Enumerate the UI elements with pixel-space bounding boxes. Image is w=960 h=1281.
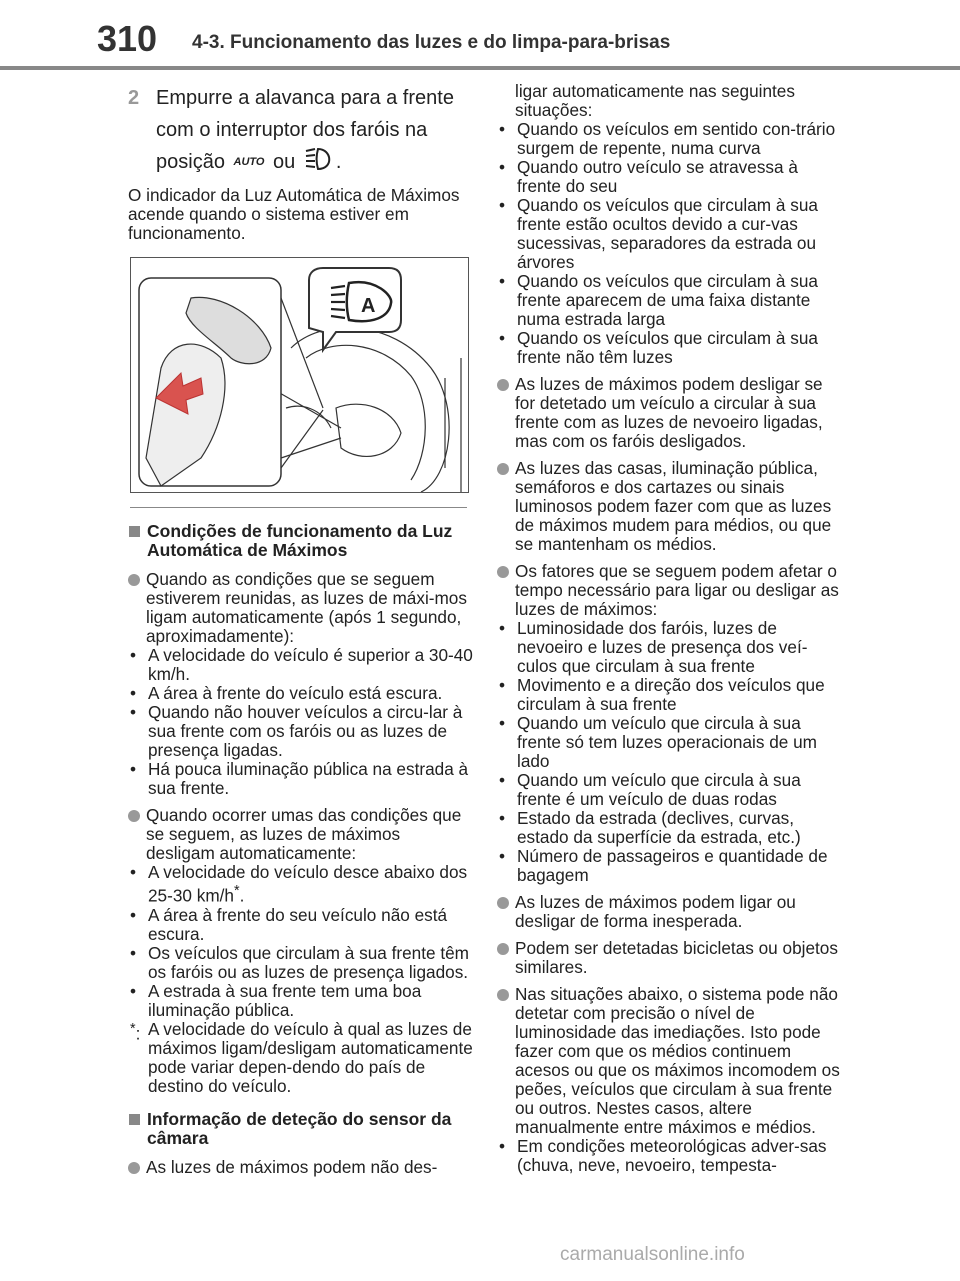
- list-item: • Quando outro veículo se atravessa à frente do seu: [499, 157, 798, 196]
- figure-icon-letter: A: [361, 295, 376, 317]
- section-title: 4-3. Funcionamento das luzes e do limpa-para-brisas: [192, 32, 671, 53]
- list-item: • Há pouca iluminação pública na estrada à sua frente.: [130, 759, 469, 798]
- bullet-may-not-switch: As luzes de máximos podem não des-: [128, 1158, 473, 1177]
- circle-bullet-icon: [497, 897, 509, 909]
- bullet-fog-lights: As luzes de máximos podem desligar se for detetado um veículo a circular à sua frente com as luzes de nevoeiro ligadas, mas com os faróis desligados.: [497, 375, 842, 451]
- lever-illustration: [130, 257, 469, 493]
- section-divider: [130, 507, 467, 508]
- footnote-ref: *: [233, 883, 240, 899]
- list-item: • Estado da estrada (declives, curvas, estado da superfície da estrada, etc.): [499, 808, 801, 847]
- list-item: • Os veículos que circulam à sua frente têm os faróis ou as luzes de presença ligados.: [130, 942, 469, 982]
- watermark: carmanualsonline.info: [560, 1244, 745, 1265]
- circle-bullet-icon: [128, 810, 140, 822]
- circle-bullet-icon: [497, 463, 509, 475]
- footnote: *: A velocidade do veículo à qual as luzes de máximos ligam/desligam automaticamente pode variar depen-dendo do país de destino do veículo.: [130, 1018, 473, 1096]
- intro-paragraph: O indicador da Luz Automática de Máximos acende quando o sistema estiver em funcionamento.: [128, 185, 460, 243]
- auto-high-beam-icon: [304, 146, 336, 172]
- list-item: • Quando não houver veículos a circu-lar à sua frente com os faróis ou as luzes de presença ligadas.: [130, 702, 463, 760]
- list-item: • Quando um veículo que circula à sua frente só tem luzes operacionais de um lado: [499, 713, 817, 771]
- bullet-off-conditions: Quando ocorrer umas das condições que se seguem, as luzes de máximos desligam automaticamente: • A velocidade do veículo desce abaixo dos 25-30 km/h*. • A área à frente do seu veículo não está escura. • Os veículos que circulam à sua frente têm os faróis ou as luzes de presença ligados. • A estrada à sua frente tem uma boa iluminação pública. *: A velocidade do veículo à qual as luzes de máximos ligam/desligam automaticamente pode variar depen-dendo do país de destino do veículo.: [130, 805, 473, 1096]
- left-column: [128, 82, 473, 1177]
- bullet-inaccurate-detection: Nas situações abaixo, o sistema pode não detetar com precisão o nível de luminosidade das imediações. Isto pode fazer com que os médios continuem acesos ou que os máximos incomodem os peões, veículos que circulam à sua frente ou outros. Nestes casos, altere manualmente entre máximos e médios. • Em condições meteorológicas adver-sas (chuva, neve, nevoeiro, tempesta-: [497, 985, 842, 1175]
- step-2: [128, 82, 473, 178]
- heading-camera-sensor: Informação de deteção do sensor da câmara: [128, 1110, 473, 1148]
- circle-bullet-icon: [497, 379, 509, 391]
- circle-bullet-icon: [497, 566, 509, 578]
- list-item: • Quando os veículos que circulam à sua frente aparecem de uma faixa distante numa estrada larga: [499, 271, 818, 329]
- step-number: 2: [128, 87, 140, 109]
- list-item: • Luminosidade dos faróis, luzes de nevoeiro e luzes de presença dos veí-culos que circulam à sua frente: [499, 618, 808, 676]
- bullet-on-conditions: Quando as condições que se seguem estiverem reunidas, as luzes de máxi-mos ligam automaticamente (após 1 segundo, aproximadamente): • A velocidade do veículo é superior a 30-40 km/h. • A área à frente do veículo está escura. • Quando não houver veículos a circu-lar à sua frente com os faróis ou as luzes de presença ligadas. • Há pouca iluminação pública na estrada à sua frente.: [130, 569, 473, 798]
- list-item: • A estrada à sua frente tem uma boa iluminação pública.: [130, 980, 422, 1020]
- list-item: • Número de passageiros e quantidade de bagagem: [499, 846, 828, 885]
- circle-bullet-icon: [128, 574, 140, 586]
- bullet-house-lights: As luzes das casas, iluminação pública, semáforos e dos cartazes ou sinais luminosos podem fazer com que as luzes de máximos mudem para médios, ou que se mantenham os médios.: [497, 459, 842, 554]
- bullet-timing-factors: Os fatores que se seguem podem afetar o tempo necessário para ligar ou desligar as luzes de máximos: • Luminosidade dos faróis, luzes de nevoeiro e luzes de presença dos veí-culos que circulam à sua frente • Movimento e a direção dos veículos que circulam à sua frente • Quando um veículo que circula à sua frente só tem luzes operacionais de um lado • Quando um veículo que circula à sua frente é um veículo de duas rodas • Estado da estrada (declives, curvas, estado da superfície da estrada, etc.) • Número de passageiros e quantidade de bagagem: [497, 562, 842, 885]
- list-item: • Quando os veículos que circulam à sua frente estão ocultos devido a cur-vas sucessivas, separadores da estrada ou árvores: [499, 195, 818, 272]
- bullet-unexpected: As luzes de máximos podem ligar ou desligar de forma inesperada.: [497, 893, 842, 931]
- square-bullet-icon: [129, 526, 140, 537]
- auto-icon: AUTO: [233, 156, 265, 168]
- list-item: • Quando os veículos em sentido con-trário surgem de repente, numa curva: [499, 119, 836, 158]
- list-item: • A velocidade do veículo é superior a 30-40 km/h.: [130, 645, 473, 684]
- heading-operating-conditions: Condições de funcionamento da Luz Automática de Máximos: [128, 522, 473, 560]
- bullet-bicycles: Podem ser detetadas bicicletas ou objetos similares.: [497, 939, 842, 977]
- circle-bullet-icon: [497, 943, 509, 955]
- list-item: • Movimento e a direção dos veículos que circulam à sua frente: [499, 675, 825, 714]
- circle-bullet-icon: [128, 1162, 140, 1174]
- square-bullet-icon: [129, 1114, 140, 1125]
- list-item: • A velocidade do veículo desce abaixo dos 25-30 km/h*.: [130, 862, 468, 906]
- list-item: • Em condições meteorológicas adver-sas (chuva, neve, nevoeiro, tempesta-: [499, 1136, 827, 1175]
- continued-situations: ligar automaticamente nas seguintes situações: • Quando os veículos em sentido con-trário surgem de repente, numa curva • Quando outro veículo se atravessa à frente do seu • Quando os veículos que circulam à sua frente estão ocultos devido a cur-vas sucessivas, separadores da estrada ou árvores • Quando os veículos que circulam à sua frente aparecem de uma faixa distante numa estrada larga • Quando os veículos que circulam à sua frente não têm luzes: [497, 82, 842, 367]
- list-item: • A área à frente do seu veículo não está escura.: [130, 904, 448, 944]
- list-item: • Quando um veículo que circula à sua frente é um veículo de duas rodas: [499, 770, 801, 809]
- list-item: • A área à frente do veículo está escura.: [130, 683, 443, 703]
- page-header: [0, 0, 960, 72]
- right-column: [497, 82, 842, 1183]
- circle-bullet-icon: [497, 989, 509, 1001]
- list-item: • Quando os veículos que circulam à sua frente não têm luzes: [499, 328, 818, 367]
- page-number: 310: [97, 18, 158, 59]
- header-rule: [0, 66, 960, 70]
- step-text: Empurre a alavanca para a frente com o interruptor dos faróis na posição AUTO ou .: [156, 87, 454, 173]
